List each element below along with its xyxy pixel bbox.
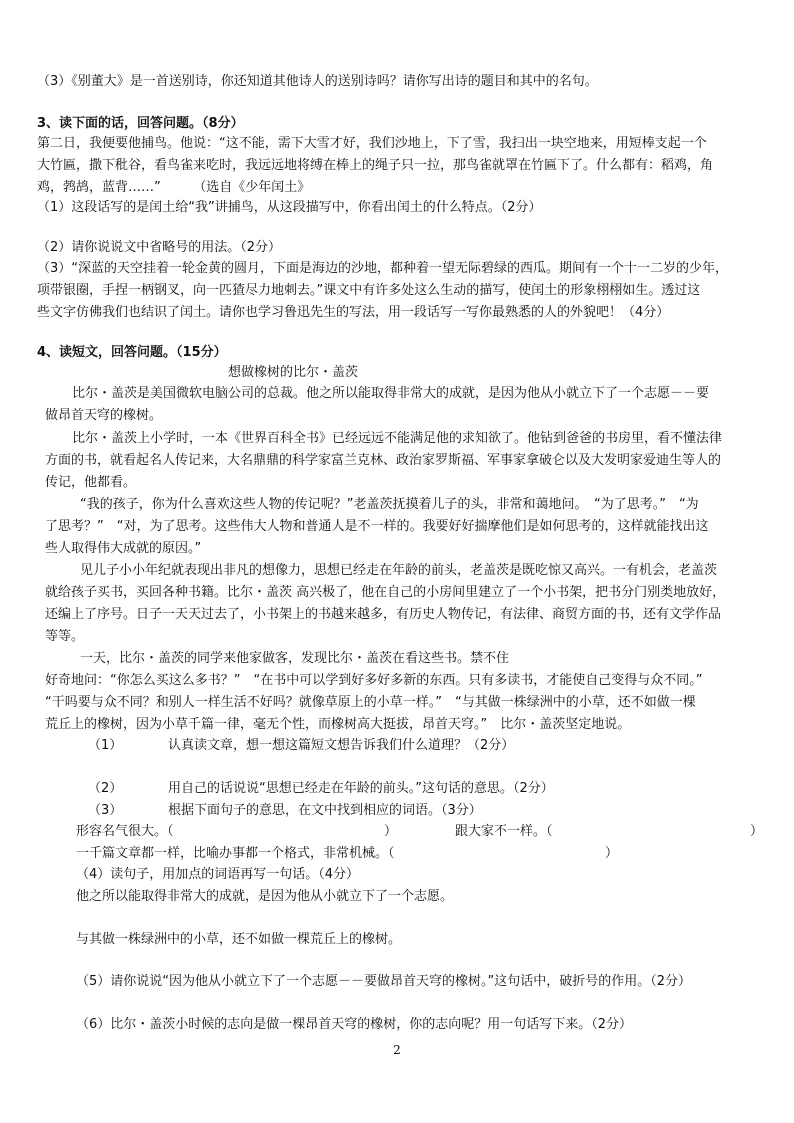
q4-sub1-text: 认真读文章，想一想这篇短文想告诉我们什么道理？（2分） — [168, 738, 515, 753]
page-number: 2 — [393, 1043, 401, 1057]
q4-p4-line: 等等。 — [45, 629, 85, 644]
q4-sub4: （4）读句子，用加点的词语再写一句话。（4分） — [76, 867, 360, 882]
q4-sub4-sentence-a: 他之所以能取得非常大的成就，是因为他从小就立下了一个志愿。 — [76, 889, 454, 904]
q3-sub3-line: 些文字仿佛我们也结识了闰土。请你也学习鲁迅先生的写法，用一段话写一写你最熟悉的人的外貌吧！（4分） — [37, 305, 670, 320]
q4-sub3-item-a-close: ） — [384, 824, 398, 839]
q4-p4-line: 还编上了序号。日子一天天过去了，小书架上的书越来越多，有历史人物传记，有法律、商贸方面的书，还有文学作品 — [45, 607, 722, 622]
q4-p2-line: 方面的书，就看起名人传记来，大名鼎鼎的科学家富兰克林、政治家罗斯福、军事家拿破仑以及大发明家爱迪生等人的 — [45, 453, 722, 468]
q4-p1-line: 比尔・盖茨是美国微软电脑公司的总裁。他之所以能取得非常大的成就，是因为他从小就立下了一个志愿－－要 — [72, 386, 710, 401]
q4-p4-line: 就给孩子买书，买回各种书籍。比尔・盖茨 高兴极了，他在自己的小房间里建立了一个小书架，把书分门别类地放好， — [45, 585, 726, 600]
q4-sub3-item-b: 跟大家不一样。（ — [455, 824, 553, 839]
q4-heading: 4、读短文，回答问题。（15分） — [37, 345, 227, 360]
q4-p3-line: 了思考？” “对，为了思考。这些伟大人物和普通人是不一样的。我要好好揣摩他们是如何思考的，这样就能找出这 — [45, 519, 709, 534]
q4-p3-line: “我的孩子，你为什么喜欢这些人物的传记呢？”老盖茨抚摸着儿子的头，非常和蔼地问。 “为了思考。” “为 — [80, 497, 699, 512]
q3-heading: 3、读下面的话，回答问题。（8分） — [37, 116, 244, 131]
q4-p5-line: “干吗要与众不同？和别人一样生活不好吗？就像草原上的小草一样。” “与其做一株绿洲中的小草，还不如做一棵 — [45, 695, 696, 710]
q2-sub3: （3）《别董大》是一首送别诗，你还知道其他诗人的送别诗吗？请你写出诗的题目和其中的名句。 — [37, 74, 598, 89]
q4-sub2-number: （2） — [88, 781, 123, 796]
q4-sub3-item-b-close: ） — [750, 824, 764, 839]
q4-sub3-item-c: 一千篇文章都一样，比喻办事都一个格式，非常机械。（ — [76, 846, 395, 861]
q4-sub3-item-c-close: ） — [605, 846, 619, 861]
q4-sub3-text: 根据下面句子的意思，在文中找到相应的词语。（3分） — [168, 803, 482, 818]
q4-passage-title: 想做橡树的比尔・盖茨 — [228, 365, 359, 380]
q4-p4-line: 见儿子小小年纪就表现出非凡的想像力，思想已经走在年龄的前头，老盖茨是既吃惊又高兴。一有机会，老盖茨 — [80, 563, 718, 578]
q4-sub3-number: （3） — [88, 803, 123, 818]
q3-passage-line: 大竹匾，撒下秕谷，看鸟雀来吃时，我远远地将缚在棒上的绳子只一拉，那鸟雀就罩在竹匾下了。什么都有：稻鸡，角 — [37, 158, 714, 173]
q4-p5-line: 一天，比尔・盖茨的同学来他家做客，发现比尔・盖茨在看这些书。禁不住 — [80, 651, 510, 666]
q4-sub2-text: 用自己的话说说“思想已经走在年龄的前头。”这句话的意思。（2分） — [168, 781, 554, 796]
q4-p1-line: 做昂首天穹的橡树。 — [45, 408, 163, 423]
q4-p2-line: 比尔・盖茨上小学时，一本《世界百科全书》已经远远不能满足他的求知欲了。他钻到爸爸的书房里，看不懂法律 — [72, 431, 723, 446]
q3-passage-line: 鸡，鹁鸪，蓝背……” （选自《少年闰土》 — [37, 180, 311, 195]
q4-p3-line: 些人取得伟大成就的原因。” — [45, 541, 202, 556]
q4-p2-line: 传记，他都看。 — [45, 475, 137, 490]
q4-sub3-item-a: 形容名气很大。（ — [76, 824, 174, 839]
q3-sub2: （2）请你说说文中省略号的用法。（2分） — [37, 240, 282, 255]
q4-sub4-sentence-b: 与其做一株绿洲中的小草，还不如做一棵荒丘上的橡树。 — [76, 932, 402, 947]
q3-passage-line: 第二日，我便要他捕鸟。他说：“这不能，需下大雪才好，我们沙地上，下了雪，我扫出一块空地来，用短棒支起一个 — [37, 136, 707, 151]
q4-sub6: （6）比尔・盖茨小时候的志向是做一棵昂首天穹的橡树，你的志向呢？用一句话写下来。（2分） — [76, 1017, 633, 1032]
q4-sub5: （5）请你说说“因为他从小就立下了一个志愿－－要做昂首天穹的橡树。”这句话中，破折号的作用。（2分） — [76, 974, 692, 989]
q3-sub3-line: （3）“深蓝的天空挂着一轮金黄的圆月，下面是海边的沙地，都种着一望无际碧绿的西瓜。期间有一个十一二岁的少年， — [37, 261, 729, 276]
q4-p5-line: 好奇地问：“你怎么买这么多书？” “在书中可以学到好多好多新的东西。只有多读书，才能使自己变得与众不同。” — [45, 673, 703, 688]
q4-p5-line: 荒丘上的橡树，因为小草千篇一律，毫无个性，而橡树高大挺拔，昂首天穹。” 比尔・盖茨坚定地说。 — [45, 717, 631, 732]
q4-sub1-number: （1） — [88, 738, 123, 753]
q3-sub3-line: 项带银圈，手捏一柄钢叉，向一匹猹尽力地刺去。”课文中有许多处这么生动的描写，使闰土的形象栩栩如生。透过这 — [37, 283, 701, 298]
q3-sub1: （1）这段话写的是闰土给“我”讲捕鸟，从这段描写中，你看出闰土的什么特点。（2分） — [37, 200, 542, 215]
